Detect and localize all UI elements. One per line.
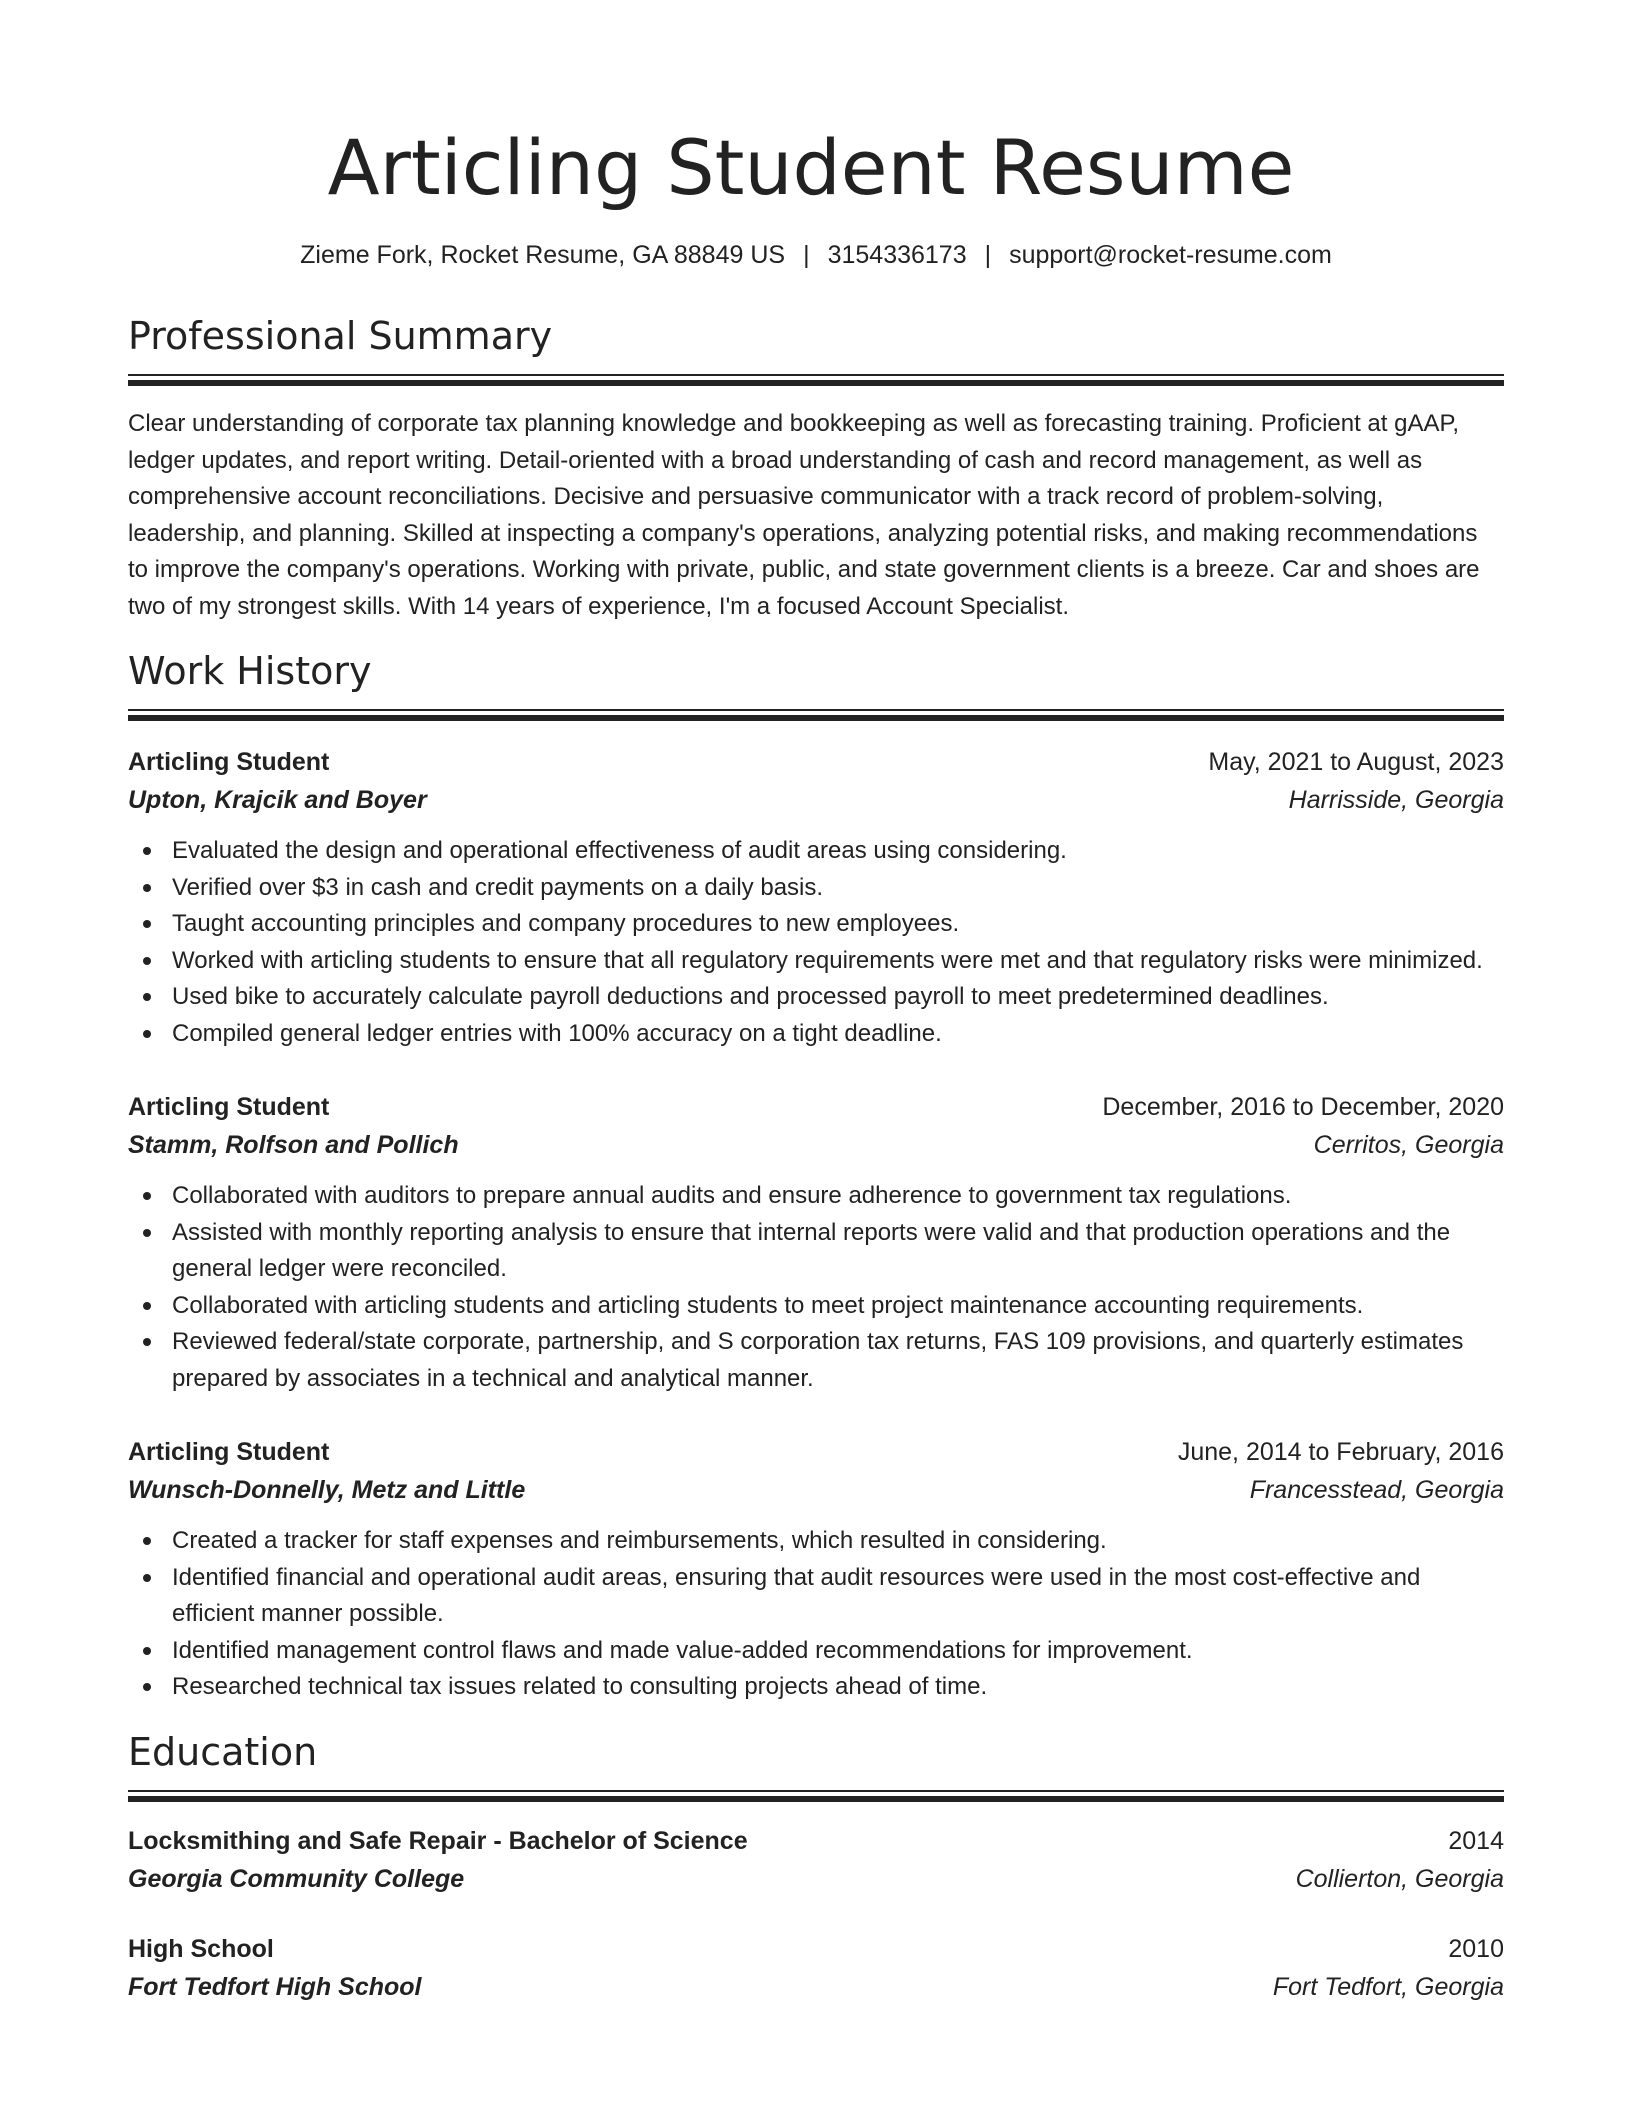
job-header-row (128, 1088, 1504, 1126)
job-title: Articling Student (128, 748, 330, 776)
education-section (128, 1728, 1504, 2006)
education-heading: Education (128, 1729, 318, 1774)
job-location: Cerritos, Georgia (1313, 1131, 1504, 1159)
job-company-row (128, 1126, 1504, 1164)
job-bullet: Collaborated with articling students and articling students to meet project maintenance accounting requirements. (128, 1288, 1504, 1325)
education-school: Fort Tedfort High School (128, 1972, 422, 2001)
job-bullet: Worked with articling students to ensure that all regulatory requirements were met and that regulatory risks were minimized. (128, 943, 1504, 980)
job-entry (128, 1088, 1504, 1397)
job-header-row (128, 743, 1504, 781)
job-bullet: Taught accounting principles and company procedures to new employees. (128, 906, 1504, 943)
resume-title: Articling Student Resume (327, 123, 1295, 212)
summary-text: Clear understanding of corporate tax planning knowledge and bookkeeping as well as forecasting training. Proficient at gAAP, ledger updates, and report writing. Detail-oriented with a broad understanding of cash and record management, as well as comprehensive account reconciliations. Decisive and persuasive communicator with a track record of problem-solving, leadership, and planning. Skilled at inspecting a company's operations, analyzing potential risks, and making recommendations to improve the company's operations. Working with private, public, and state government clients is a breeze. Car and shoes are two of my strongest skills. With 14 years of experience, I'm a focused Account Specialist. (128, 410, 1480, 620)
education-header-row (128, 1822, 1504, 1860)
job-bullets (128, 1178, 1504, 1397)
job-location: Harrisside, Georgia (1288, 786, 1504, 814)
job-company: Wunsch-Donnelly, Metz and Little (128, 1476, 526, 1504)
job-entry (128, 1433, 1504, 1706)
summary-section (128, 312, 1504, 625)
section-divider-thin (128, 709, 1504, 711)
contact-separator: | (803, 241, 810, 269)
job-bullet: Collaborated with auditors to prepare annual audits and ensure adherence to government tax regulations. (128, 1178, 1504, 1215)
job-company: Stamm, Rolfson and Pollich (128, 1131, 459, 1159)
section-divider-thin (128, 1790, 1504, 1792)
job-title: Articling Student (128, 1093, 330, 1121)
job-company: Upton, Krajcik and Boyer (128, 786, 427, 814)
education-location: Collierton, Georgia (1295, 1864, 1504, 1893)
job-bullet: Created a tracker for staff expenses and reimbursements, which resulted in considering. (128, 1523, 1504, 1560)
education-year: 2014 (1448, 1826, 1504, 1855)
education-location: Fort Tedfort, Georgia (1272, 1972, 1504, 2001)
education-entry (128, 1822, 1504, 1898)
contact-address: Zieme Fork, Rocket Resume, GA 88849 US (300, 241, 786, 269)
job-dates: December, 2016 to December, 2020 (1102, 1093, 1504, 1121)
education-school-row (128, 1968, 1504, 2006)
job-bullet: Compiled general ledger entries with 100% accuracy on a tight deadline. (128, 1016, 1504, 1053)
job-bullet: Evaluated the design and operational effectiveness of audit areas using considering. (128, 833, 1504, 870)
section-divider-thick (128, 715, 1504, 721)
work-history-section (128, 647, 1504, 1706)
education-school-row (128, 1860, 1504, 1898)
section-divider-thick (128, 1796, 1504, 1802)
resume-page (128, 120, 1504, 2006)
job-title: Articling Student (128, 1438, 330, 1466)
job-dates: May, 2021 to August, 2023 (1208, 748, 1504, 776)
education-degree: Locksmithing and Safe Repair - Bachelor of Science (128, 1826, 748, 1855)
education-entry (128, 1930, 1504, 2006)
education-school: Georgia Community College (128, 1864, 465, 1893)
job-entry (128, 743, 1504, 1052)
job-company-row (128, 781, 1504, 819)
job-bullet: Reviewed federal/state corporate, partnership, and S corporation tax returns, FAS 109 provisions, and quarterly estimates prepared by associates in a technical and analytical manner. (128, 1324, 1504, 1397)
section-divider-thick (128, 380, 1504, 386)
job-bullet: Identified financial and operational audit areas, ensuring that audit resources were used in the most cost-effective and efficient manner possible. (128, 1560, 1504, 1633)
job-bullets (128, 1523, 1504, 1706)
section-divider-thin (128, 374, 1504, 376)
contact-email: support@rocket-resume.com (1009, 241, 1332, 269)
job-bullet: Verified over $3 in cash and credit payments on a daily basis. (128, 870, 1504, 907)
education-header-row (128, 1930, 1504, 1968)
education-degree: High School (128, 1934, 274, 1963)
contact-phone: 3154336173 (827, 241, 967, 269)
job-company-row (128, 1471, 1504, 1509)
job-bullet: Identified management control flaws and made value-added recommendations for improvement. (128, 1633, 1504, 1670)
job-location: Francesstead, Georgia (1249, 1476, 1504, 1504)
summary-heading: Professional Summary (128, 314, 553, 358)
work-history-heading: Work History (128, 649, 372, 693)
job-dates: June, 2014 to February, 2016 (1177, 1438, 1504, 1466)
contact-separator: | (984, 241, 992, 269)
job-bullet: Used bike to accurately calculate payroll deductions and processed payroll to meet predetermined deadlines. (128, 979, 1504, 1016)
education-year: 2010 (1448, 1934, 1504, 1963)
job-bullet: Researched technical tax issues related to consulting projects ahead of time. (128, 1669, 1504, 1706)
job-bullets (128, 833, 1504, 1052)
job-bullet: Assisted with monthly reporting analysis to ensure that internal reports were valid and that production operations and the general ledger were reconciled. (128, 1215, 1504, 1288)
job-header-row (128, 1433, 1504, 1471)
contact-line (128, 238, 1504, 272)
